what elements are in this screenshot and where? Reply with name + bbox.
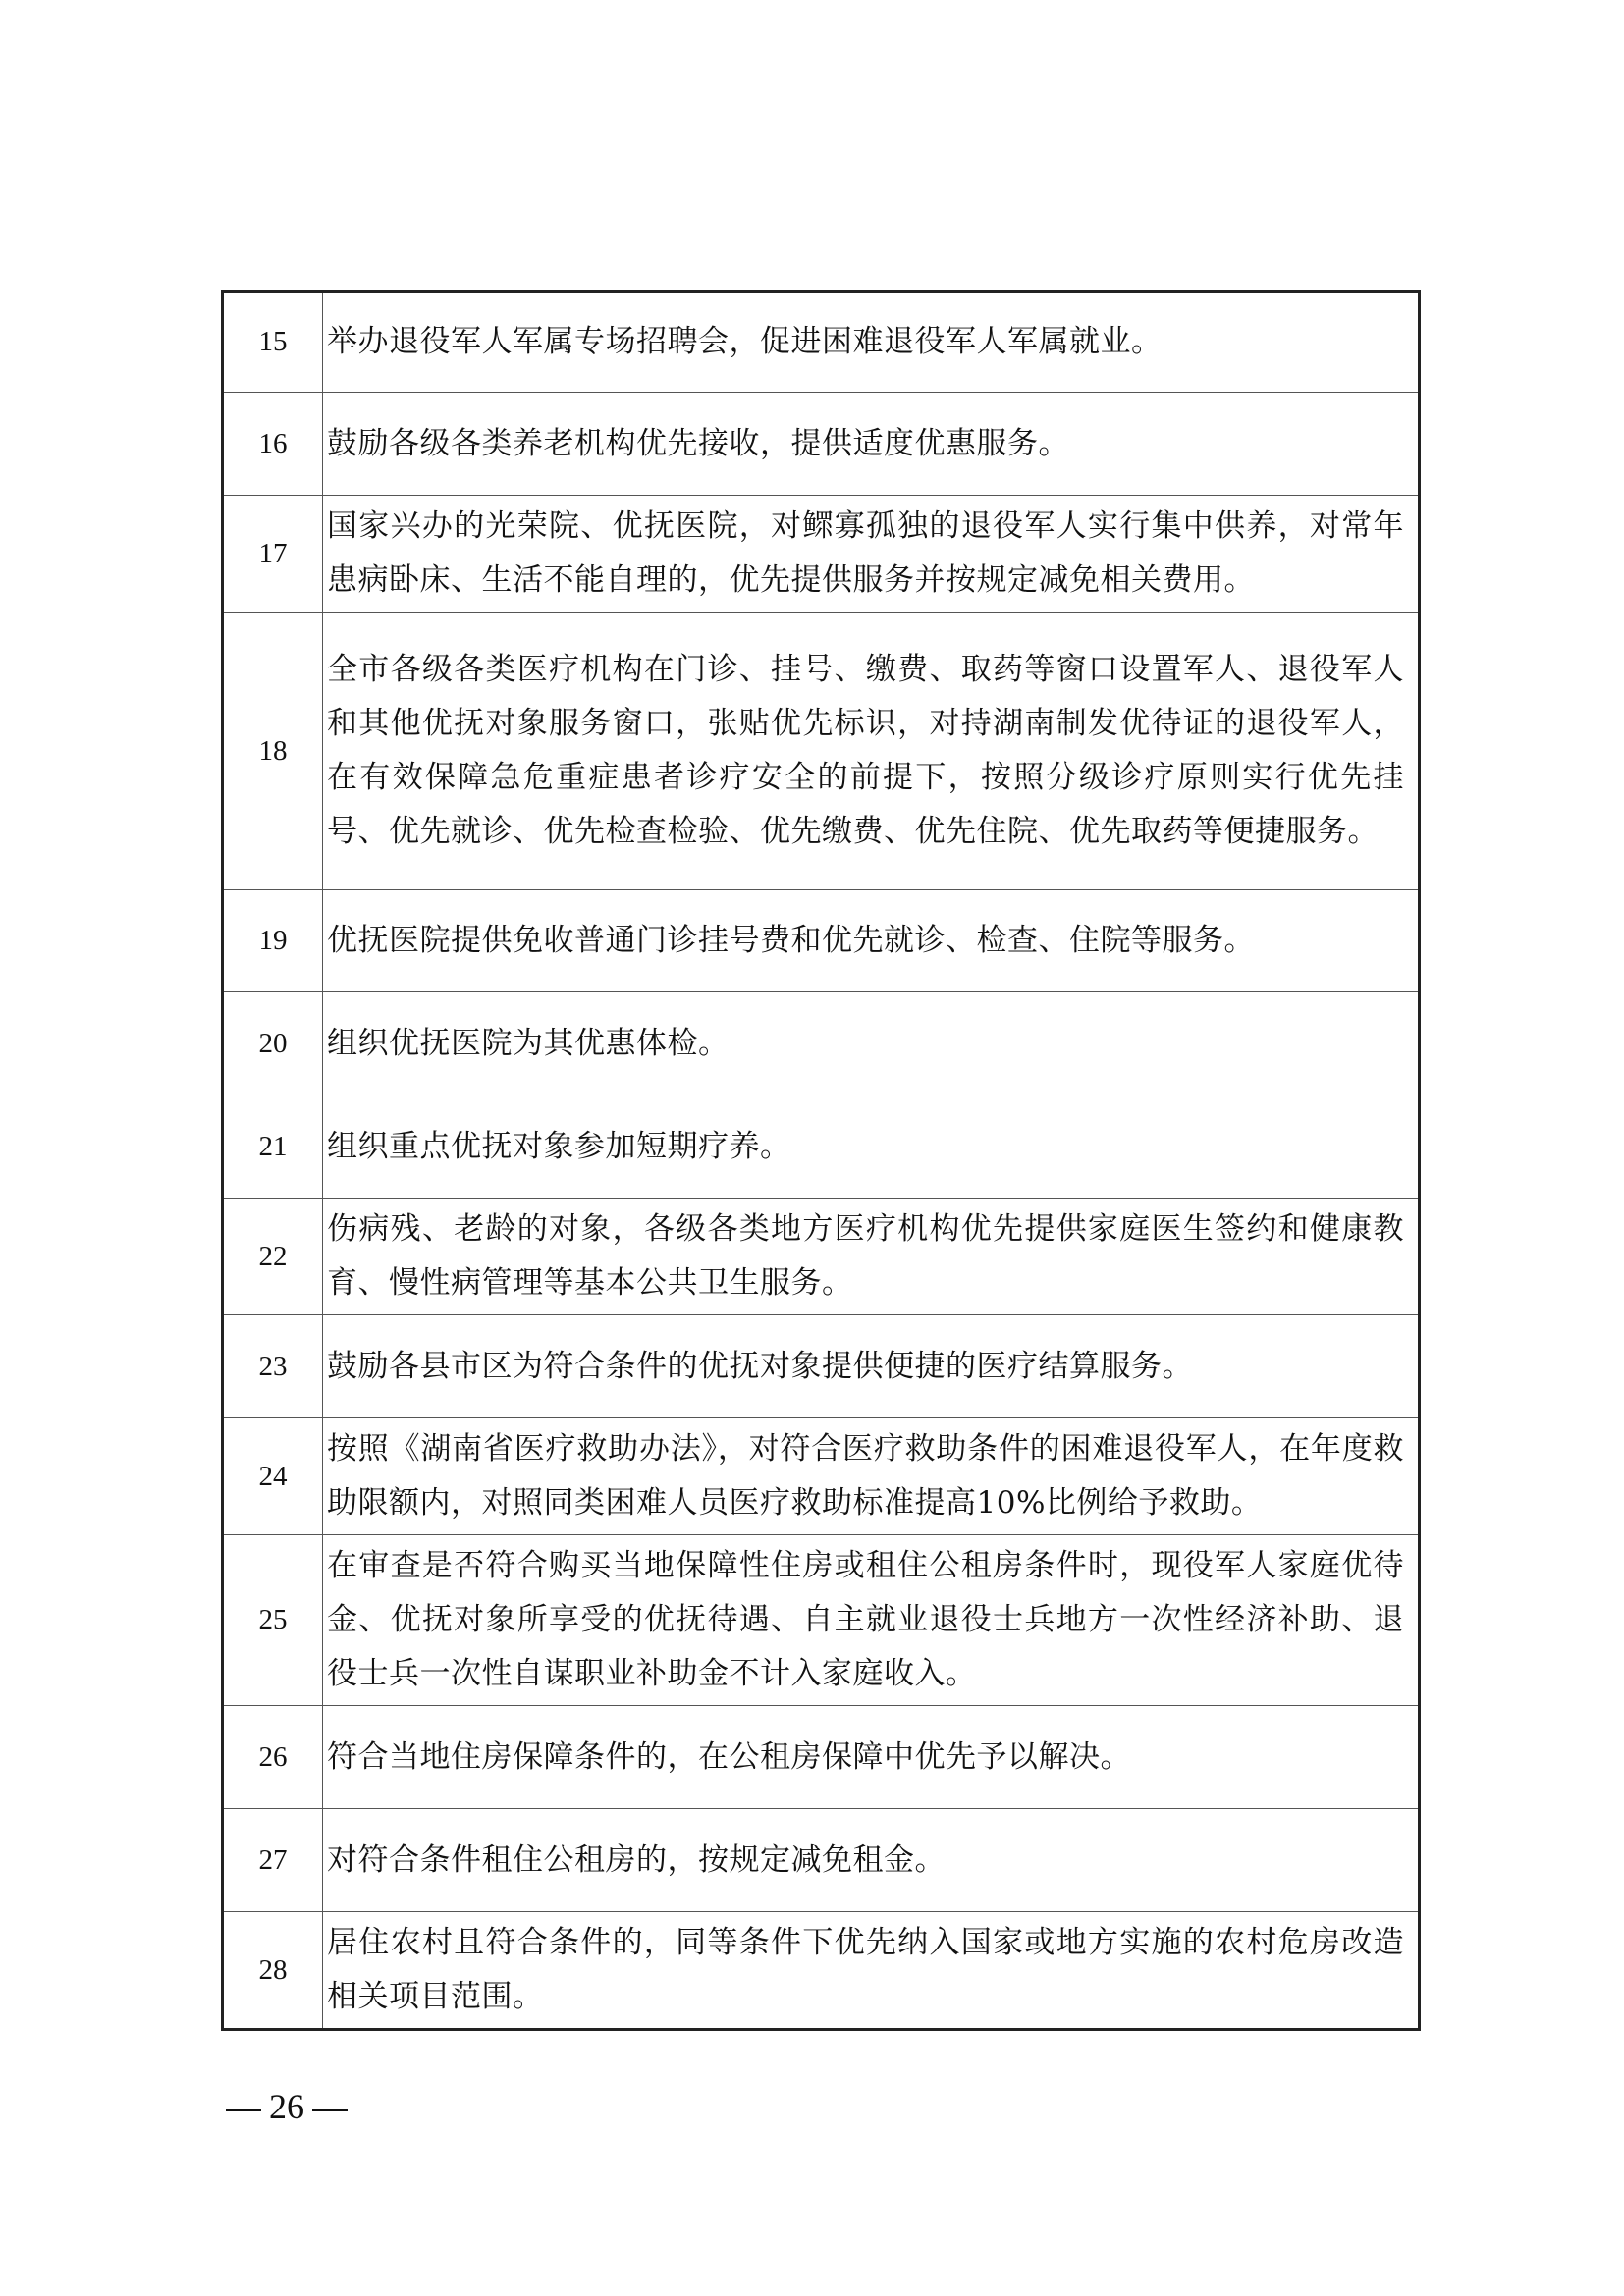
item-number: 28: [223, 1912, 323, 2030]
table-row: [223, 1706, 1420, 1809]
table-row: [223, 890, 1420, 992]
table-row: [223, 393, 1420, 496]
item-number: 27: [223, 1809, 323, 1912]
item-number: 17: [223, 496, 323, 613]
table-row: [223, 496, 1420, 613]
table-row: [223, 292, 1420, 393]
table-row: [223, 1315, 1420, 1418]
page-number: 26: [269, 2087, 304, 2126]
item-number: 23: [223, 1315, 323, 1418]
item-text: 居住农村且符合条件的，同等条件下优先纳入国家或地方实施的农村危房改造相关项目范围。: [323, 1912, 1420, 2030]
item-text: 全市各级各类医疗机构在门诊、挂号、缴费、取药等窗口设置军人、退役军人和其他优抚对象服务窗口，张贴优先标识，对持湖南制发优待证的退役军人，在有效保障急危重症患者诊疗安全的前提下，按照分级诊疗原则实行优先挂号、优先就诊、优先检查检验、优先缴费、优先住院、优先取药等便捷服务。: [323, 613, 1420, 890]
item-text: 对符合条件租住公租房的，按规定减免租金。: [323, 1809, 1420, 1912]
page-footer: [218, 2086, 355, 2127]
item-number: 24: [223, 1418, 323, 1535]
item-text: 举办退役军人军属专场招聘会，促进困难退役军人军属就业。: [323, 292, 1420, 393]
table-row: [223, 1912, 1420, 2030]
item-text: 按照《湖南省医疗救助办法》，对符合医疗救助条件的困难退役军人，在年度救助限额内，对照同类困难人员医疗救助标准提高10%比例给予救助。: [323, 1418, 1420, 1535]
item-number: 20: [223, 992, 323, 1095]
table-row: [223, 992, 1420, 1095]
item-number: 22: [223, 1199, 323, 1315]
item-text: 组织优抚医院为其优惠体检。: [323, 992, 1420, 1095]
table-row: [223, 613, 1420, 890]
table-row: [223, 1418, 1420, 1535]
item-text: 伤病残、老龄的对象，各级各类地方医疗机构优先提供家庭医生签约和健康教育、慢性病管理等基本公共卫生服务。: [323, 1199, 1420, 1315]
item-number: 21: [223, 1095, 323, 1199]
table-row: [223, 1095, 1420, 1199]
item-number: 26: [223, 1706, 323, 1809]
policy-items-table: [221, 290, 1421, 2031]
footer-dash-right: [312, 2109, 348, 2111]
item-text: 组织重点优抚对象参加短期疗养。: [323, 1095, 1420, 1199]
table-row: [223, 1199, 1420, 1315]
item-number: 25: [223, 1535, 323, 1706]
item-text: 鼓励各级各类养老机构优先接收，提供适度优惠服务。: [323, 393, 1420, 496]
item-text: 优抚医院提供免收普通门诊挂号费和优先就诊、检查、住院等服务。: [323, 890, 1420, 992]
item-number: 18: [223, 613, 323, 890]
table-row: [223, 1535, 1420, 1706]
item-number: 15: [223, 292, 323, 393]
item-text: 在审查是否符合购买当地保障性住房或租住公租房条件时，现役军人家庭优待金、优抚对象所享受的优抚待遇、自主就业退役士兵地方一次性经济补助、退役士兵一次性自谋职业补助金不计入家庭收入。: [323, 1535, 1420, 1706]
item-text: 国家兴办的光荣院、优抚医院，对鳏寡孤独的退役军人实行集中供养，对常年患病卧床、生活不能自理的，优先提供服务并按规定减免相关费用。: [323, 496, 1420, 613]
item-number: 19: [223, 890, 323, 992]
item-number: 16: [223, 393, 323, 496]
footer-dash-left: [226, 2109, 261, 2111]
item-text: 符合当地住房保障条件的，在公租房保障中优先予以解决。: [323, 1706, 1420, 1809]
item-text: 鼓励各县市区为符合条件的优抚对象提供便捷的医疗结算服务。: [323, 1315, 1420, 1418]
table-row: [223, 1809, 1420, 1912]
